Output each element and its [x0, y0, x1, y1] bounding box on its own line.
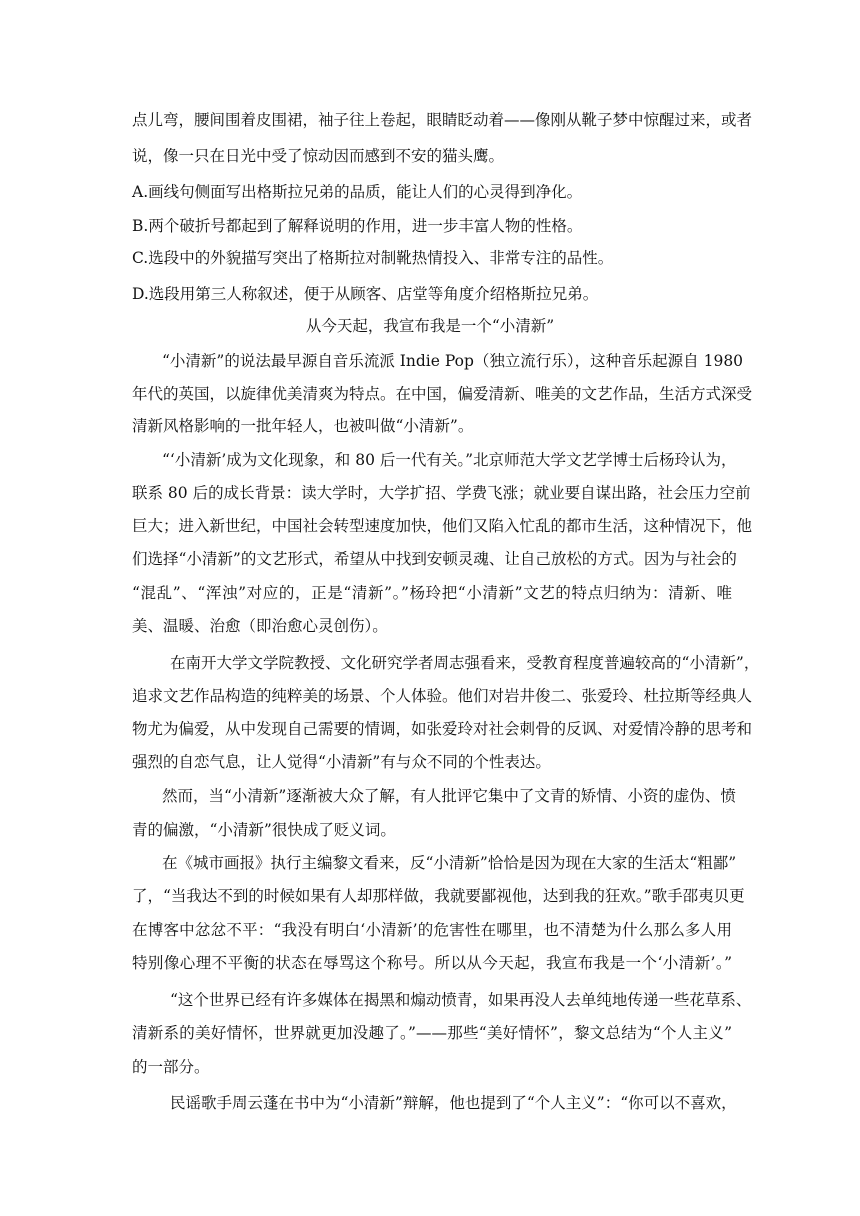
paragraph-line: 青的偏激，“小清新”很快成了贬义词。	[132, 821, 396, 839]
intro-line-2: 说，像一只在日光中受了惊动因而感到不安的猫头鹰。	[132, 147, 505, 165]
paragraph-line: 美、温暖、治愈（即治愈心灵创伤）。	[132, 617, 388, 635]
paragraph-line: “小清新”的说法最早源自音乐流派 Indie Pop（独立流行乐），这种音乐起源自 1980	[162, 352, 744, 370]
option-d: D.选段用第三人称叙述，便于从顾客、店堂等角度介绍格斯拉兄弟。	[132, 285, 599, 303]
option-b: B.两个破折号都起到了解释说明的作用，进一步丰富人物的性格。	[132, 217, 583, 235]
paragraph-line: 强烈的自恋气息，让人觉得“小清新”有与众不同的个性表达。	[132, 753, 551, 771]
paragraph-line: 巨大；进入新世纪，中国社会转型速度加快，他们又陷入忙乱的都市生活，这种情况下，他	[132, 517, 753, 535]
intro-line-1: 点儿弯，腰间围着皮围裙，袖子往上卷起，眼睛眨动着——像刚从靴子梦中惊醒过来，或者	[132, 111, 753, 129]
paragraph-line: 清新系的美好情怀，世界就更加没趣了。”——那些“美好情怀”，黎文总结为“个人主义”	[132, 1024, 732, 1042]
paragraph-line: 年代的英国，以旋律优美清爽为特点。在中国，偏爱清新、唯美的文艺作品，生活方式深受	[132, 385, 753, 403]
paragraph-line: 然而，当“小清新”逐渐被大众了解，有人批评它集中了文青的矫情、小资的虚伪、愤	[162, 787, 736, 805]
paragraph-line: 在南开大学文学院教授、文化研究学者周志强看来，受教育程度普遍较高的“小清新”，	[170, 654, 760, 672]
paragraph-line: 特别像心理不平衡的状态在辱骂这个称号。所以从今天起，我宣布我是一个‘小清新’。”	[132, 954, 732, 972]
paragraph-line: 在《城市画报》执行主编黎文看来，反“小清新”恰恰是因为现在大家的生活太“粗鄙”	[162, 854, 737, 872]
paragraph-line: “这个世界已经有许多媒体在揭黑和煽动愤青，如果再没人去单纯地传递一些花草系、	[170, 991, 752, 1009]
paragraph-line: “‘小清新’成为文化现象，和 80 后一代有关。”北京师范大学文艺学博士后杨玲认为，	[162, 451, 737, 469]
paragraph-line: 联系 80 后的成长背景：读大学时，大学扩招、学费飞涨；就业要自谋出路，社会压力空前	[132, 484, 751, 502]
paragraph-line: 清新风格影响的一批年轻人，也被叫做“小清新”。	[132, 417, 474, 435]
paragraph-line: 物尤为偏爱，从中发现自己需要的情调，如张爱玲对社会刺骨的反讽、对爱情冷静的思考和	[132, 720, 753, 738]
paragraph-line: 了，“当我达不到的时候如果有人却那样做，我就要鄙视他，达到我的狂欢。”歌手邵夷贝更	[132, 887, 745, 905]
paragraph-line: “混乱”、“浑浊”对应的，正是“清新”。”杨玲把“小清新”文艺的特点归纳为：清新、唯	[132, 584, 732, 602]
paragraph-line: 的一部分。	[132, 1058, 210, 1076]
article-title: 从今天起，我宣布我是一个“小清新”	[305, 317, 555, 335]
paragraph-line: 民谣歌手周云蓬在书中为“小清新”辩解，他也提到了“个人主义”：“你可以不喜欢，	[170, 1094, 737, 1112]
option-c: C.选段中的外貌描写突出了格斯拉对制靴热情投入、非常专注的品性。	[132, 249, 614, 267]
paragraph-line: 追求文艺作品构造的纯粹美的场景、个人体验。他们对岩井俊二、张爱玲、杜拉斯等经典人	[132, 687, 753, 705]
paragraph-line: 在博客中忿忿不平：“我没有明白‘小清新’的危害性在哪里，也不清楚为什么那么多人用	[132, 921, 732, 939]
option-a: A.画线句侧面写出格斯拉兄弟的品质，能让人们的心灵得到净化。	[132, 183, 583, 201]
paragraph-line: 们选择“小清新”的文艺形式，希望从中找到安顿灵魂、让自己放松的方式。因为与社会的	[132, 550, 737, 568]
